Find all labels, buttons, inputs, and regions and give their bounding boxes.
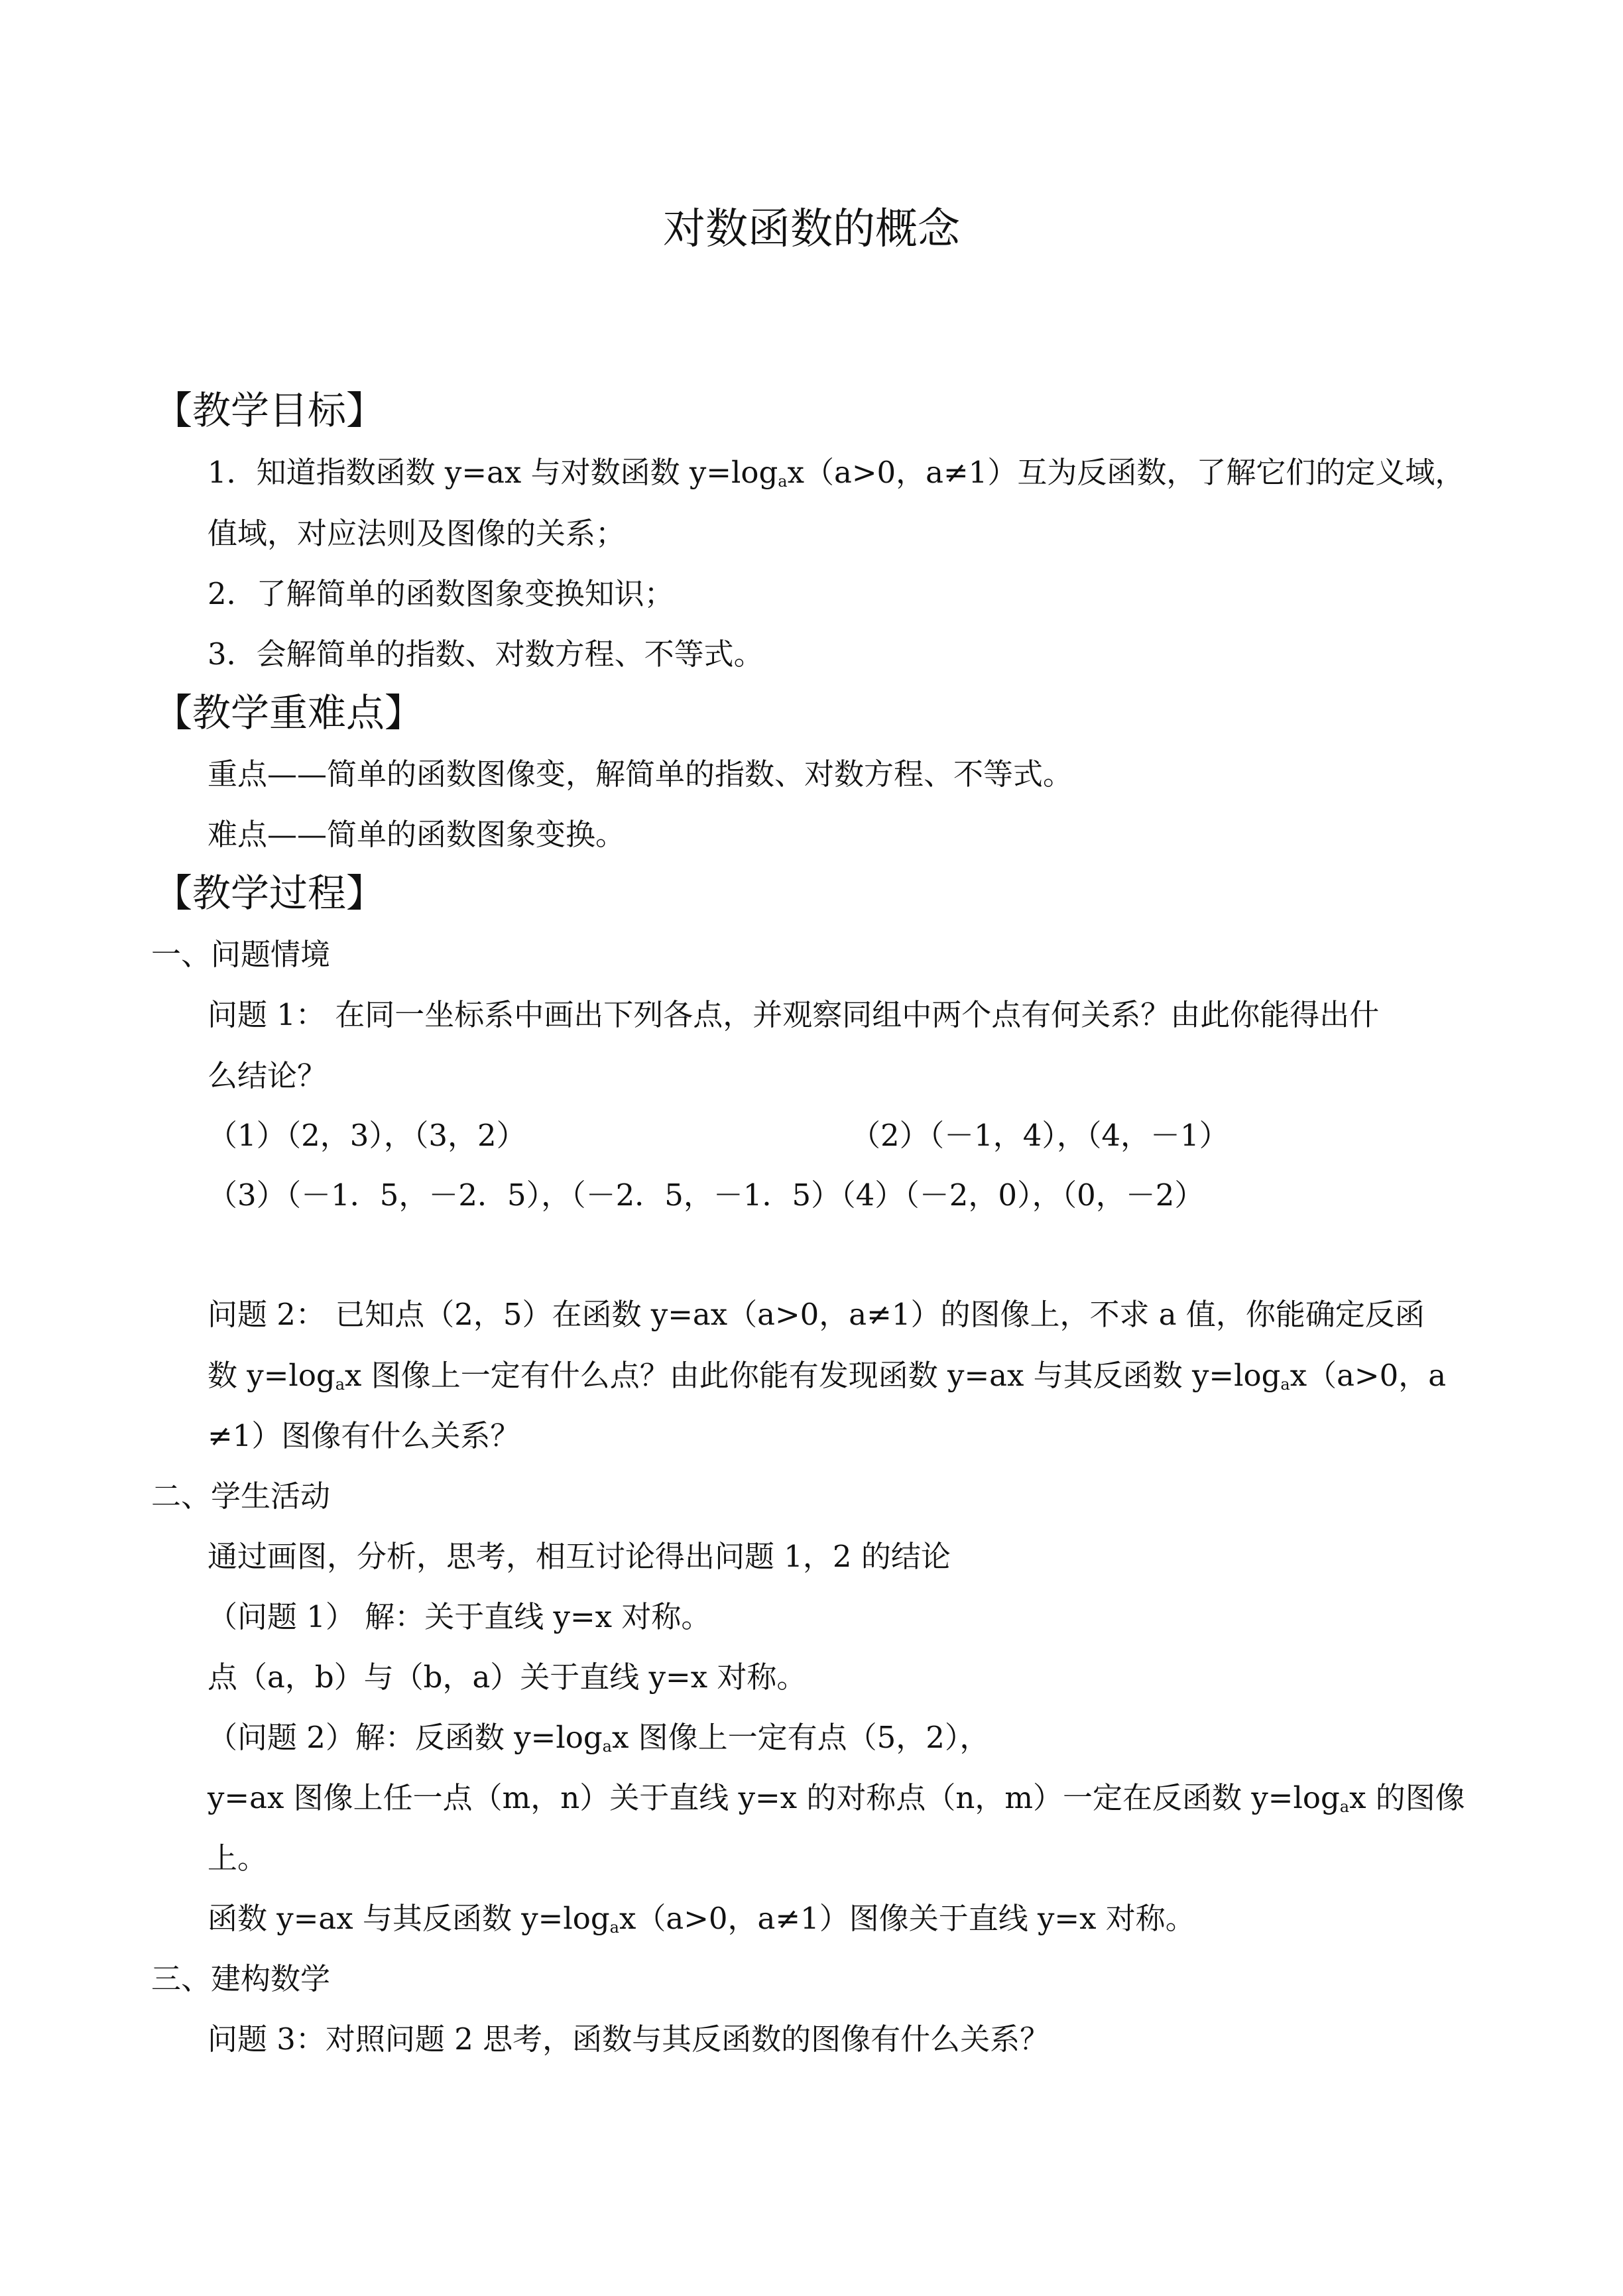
point-pairs-3: （3）（－1．5，－2．5），（－2．5，－1．5）（4）（－2，0），（0，－2） bbox=[208, 1178, 1205, 1213]
log-base: a bbox=[609, 1918, 619, 1937]
activity-line-5-b: x 的图像 bbox=[1349, 1780, 1465, 1815]
goal-item-1-a: 1．知道指数函数 y=ax 与对数函数 y=log bbox=[208, 455, 778, 490]
goal-item-1-cont: 值域，对应法则及图像的关系； bbox=[208, 516, 626, 551]
log-base: a bbox=[335, 1375, 345, 1394]
question-2-cont-b: x 图像上一定有什么点？由此你能有发现函数 y=ax 与其反函数 y=log bbox=[345, 1358, 1281, 1393]
activity-line-4 bbox=[208, 1722, 989, 1754]
log-base: a bbox=[602, 1737, 612, 1756]
hard-point: 难点——简单的函数图象变换。 bbox=[208, 817, 626, 852]
question-2-cont-a: 数 y=log bbox=[208, 1358, 335, 1393]
activity-line-2: （问题 1） 解：关于直线 y=x 对称。 bbox=[208, 1599, 711, 1634]
log-base: a bbox=[1280, 1375, 1290, 1394]
question-2-cont bbox=[208, 1360, 1446, 1392]
question-2-end: ≠1）图像有什么关系？ bbox=[208, 1418, 520, 1453]
goal-item-1-b: x（a>0，a≠1）互为反函数，了解它们的定义域， bbox=[787, 455, 1465, 490]
activity-line-1: 通过画图，分析，思考，相互讨论得出问题 1，2 的结论 bbox=[208, 1539, 951, 1574]
activity-line-7-a: 函数 y=ax 与其反函数 y=log bbox=[208, 1901, 610, 1936]
activity-line-7-b: x（a>0，a≠1）图像关于直线 y=x 对称。 bbox=[619, 1901, 1195, 1936]
activity-line-5-a: y=ax 图像上任一点（m，n）关于直线 y=x 的对称点（n，m）一定在反函数 y=log bbox=[208, 1780, 1340, 1815]
activity-line-5 bbox=[208, 1780, 1465, 1816]
activity-line-3: 点（a，b）与（b，a）关于直线 y=x 对称。 bbox=[208, 1660, 807, 1695]
goal-item-2: 2．了解简单的函数图象变换知识； bbox=[208, 576, 674, 611]
activity-line-4-a: （问题 2）解：反函数 y=log bbox=[208, 1720, 603, 1755]
key-point: 重点——简单的函数图像变，解简单的指数、对数方程、不等式。 bbox=[208, 756, 1073, 792]
difficulty-heading: 【教学重难点】 bbox=[154, 690, 424, 735]
goal-item-1 bbox=[208, 457, 1465, 489]
part2-heading: 二、学生活动 bbox=[151, 1479, 331, 1514]
point-pairs-2: （2）（－1，4），（4，－1） bbox=[851, 1118, 1229, 1153]
question-1-cont: 么结论？ bbox=[208, 1058, 328, 1093]
goals-heading: 【教学目标】 bbox=[154, 388, 385, 433]
question-1: 问题 1： 在同一坐标系中画出下列各点，并观察同组中两个点有何关系？由此你能得出什 bbox=[208, 997, 1380, 1032]
goal-item-3: 3．会解简单的指数、对数方程、不等式。 bbox=[208, 636, 764, 672]
log-base: a bbox=[1339, 1797, 1350, 1816]
process-heading: 【教学过程】 bbox=[154, 871, 385, 916]
log-base: a bbox=[778, 472, 788, 491]
page-title: 对数函数的概念 bbox=[663, 205, 960, 254]
question-2: 问题 2： 已知点（2，5）在函数 y=ax（a>0，a≠1）的图像上，不求 a 值，你能确定反函 bbox=[208, 1297, 1425, 1332]
part1-heading: 一、问题情境 bbox=[151, 937, 331, 972]
question-3: 问题 3：对照问题 2 思考，函数与其反函数的图像有什么关系？ bbox=[208, 2022, 1050, 2057]
activity-line-7 bbox=[208, 1903, 1195, 1935]
point-pairs-1: （1）（2，3），（3，2） bbox=[208, 1118, 526, 1153]
activity-line-6: 上。 bbox=[208, 1841, 268, 1876]
question-2-cont-c: x（a>0，a bbox=[1290, 1358, 1447, 1393]
activity-line-4-b: x 图像上一定有点（5，2）， bbox=[611, 1720, 990, 1755]
part3-heading: 三、建构数学 bbox=[151, 1961, 331, 1996]
